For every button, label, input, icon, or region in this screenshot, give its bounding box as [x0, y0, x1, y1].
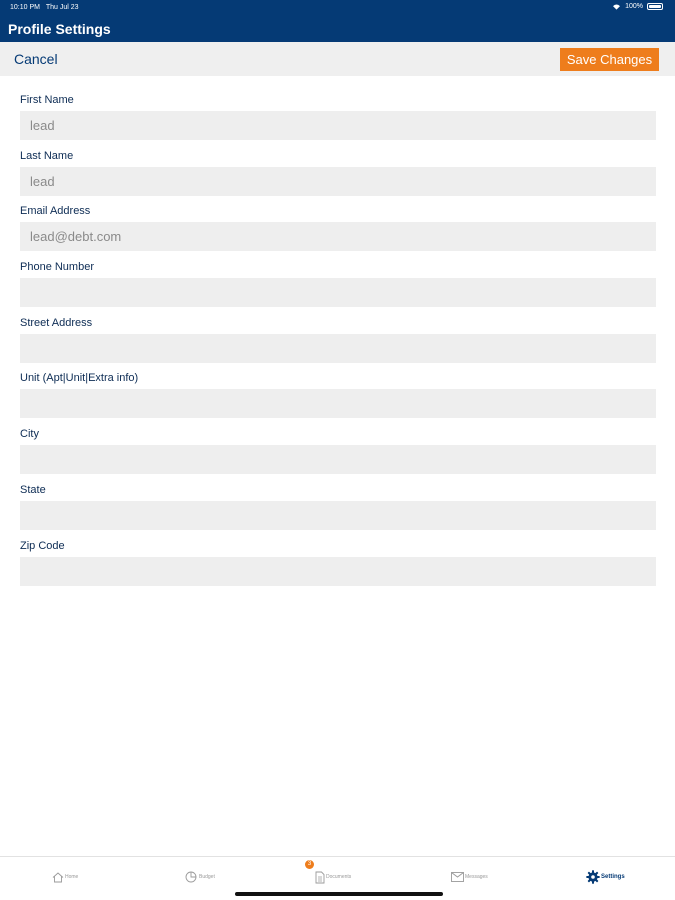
- gear-icon: [586, 870, 600, 884]
- city-group: [20, 427, 656, 483]
- tab-documents[interactable]: [315, 867, 351, 887]
- battery-percent: 100%: [625, 3, 643, 10]
- tab-documents-label: Documents: [326, 874, 352, 880]
- first-name-input[interactable]: [20, 111, 656, 140]
- last-name-group: [20, 149, 656, 205]
- street-input[interactable]: [20, 334, 656, 363]
- last-name-label: Last Name: [20, 149, 74, 162]
- tab-home[interactable]: [52, 867, 78, 887]
- documents-icon: [315, 871, 325, 884]
- zip-input[interactable]: [20, 557, 656, 586]
- page-title: Profile Settings: [8, 21, 111, 37]
- action-toolbar: [0, 42, 675, 76]
- street-group: [20, 316, 656, 372]
- first-name-label: First Name: [20, 94, 74, 106]
- phone-label: Phone Number: [20, 261, 94, 274]
- status-date: Thu Jul 23: [45, 4, 79, 11]
- tab-messages[interactable]: [451, 867, 488, 887]
- unit-group: [20, 371, 656, 427]
- city-label: City: [20, 428, 39, 441]
- app-header: [0, 0, 675, 42]
- cancel-button[interactable]: Cancel: [14, 51, 58, 67]
- tab-messages-label: Messages: [465, 874, 488, 880]
- state-label: State: [20, 483, 46, 496]
- status-indicators: [612, 3, 663, 10]
- status-clock: 10:10 PM: [10, 4, 40, 11]
- unit-input[interactable]: [20, 389, 656, 418]
- tab-settings-label: Settings: [601, 874, 625, 880]
- last-name-input[interactable]: [20, 167, 656, 196]
- documents-badge: 3: [305, 860, 314, 869]
- email-input[interactable]: [20, 222, 656, 251]
- state-input[interactable]: [20, 501, 656, 530]
- unit-label: Unit (Apt|Unit|Extra info): [20, 372, 139, 385]
- save-changes-button[interactable]: Save Changes: [560, 48, 659, 71]
- first-name-group: [20, 93, 656, 149]
- budget-icon: [185, 871, 198, 883]
- state-group: [20, 483, 656, 539]
- home-icon: [52, 872, 64, 883]
- battery-icon: [647, 3, 663, 10]
- profile-form: [20, 93, 656, 594]
- status-time: [10, 4, 79, 11]
- phone-group: [20, 260, 656, 316]
- tab-settings[interactable]: [586, 867, 625, 887]
- tab-home-label: Home: [65, 874, 79, 880]
- tab-budget-label: Budget: [199, 874, 215, 880]
- street-label: Street Address: [20, 316, 93, 329]
- tab-budget[interactable]: [185, 867, 215, 887]
- zip-label: Zip Code: [20, 539, 65, 552]
- zip-group: [20, 539, 656, 595]
- wifi-icon: [612, 3, 621, 10]
- email-label: Email Address: [20, 205, 91, 218]
- home-indicator: [235, 892, 443, 896]
- email-group: [20, 204, 656, 260]
- messages-icon: [451, 872, 464, 882]
- city-input[interactable]: [20, 445, 656, 474]
- phone-input[interactable]: [20, 278, 656, 307]
